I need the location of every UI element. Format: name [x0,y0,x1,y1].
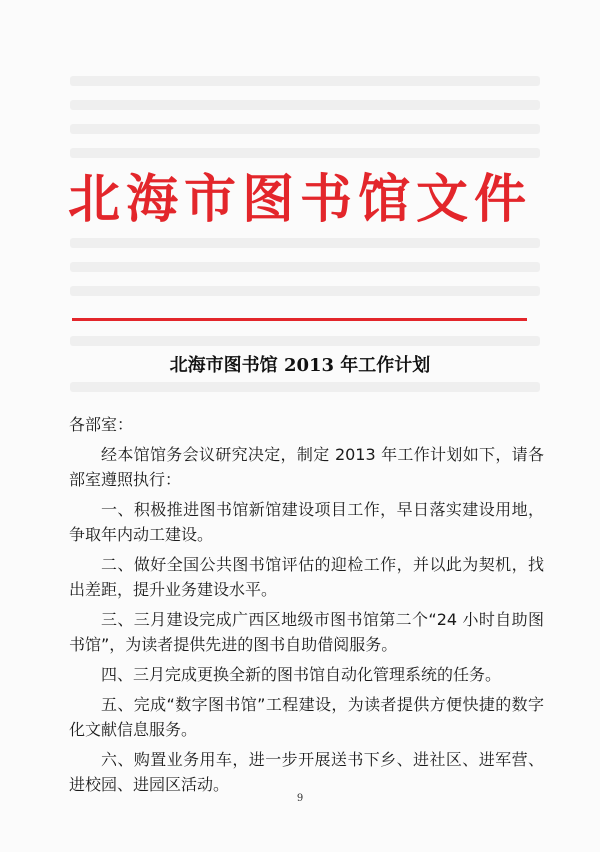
page-number: 9 [296,793,304,804]
show-through-line [70,124,540,134]
plan-item-2: 二、做好全国公共图书馆评估的迎检工作，并以此为契机，找出差距，提升业务建设水平。 [69,555,544,599]
show-through-line [70,382,540,392]
show-through-line [70,238,540,248]
show-through-line [70,76,540,86]
show-through-line [70,262,540,272]
show-through-line [70,286,540,296]
plan-item-4: 四、三月完成更换全新的图书馆自动化管理系统的任务。 [101,665,502,684]
letterhead-red-rule [72,318,527,321]
plan-item-1: 一、积极推进图书馆新馆建设项目工作，早日落实建设用地，争取年内动工建设。 [69,500,544,544]
letterhead-title: 北海市图书馆文件 [67,169,532,230]
show-through-line [70,336,540,346]
intro-paragraph: 经本馆馆务会议研究决定，制定 2013 年工作计划如下，请各部室遵照执行： [69,445,544,489]
plan-item-3: 三、三月建设完成广西区地级市图书馆第二个“24 小时自助图书馆”，为读者提供先进的图书自助借阅服务。 [69,610,544,654]
plan-item-5: 五、完成“数字图书馆”工程建设，为读者提供方便快捷的数字化文献信息服务。 [69,695,544,739]
show-through-line [70,148,540,158]
show-through-line [70,100,540,110]
salutation: 各部室： [69,415,134,434]
document-title: 北海市图书馆 2013 年工作计划 [169,355,431,376]
document-body [69,412,544,802]
plan-item-6: 六、购置业务用车，进一步开展送书下乡、进社区、进军营、进校园、进园区活动。 [69,750,544,794]
